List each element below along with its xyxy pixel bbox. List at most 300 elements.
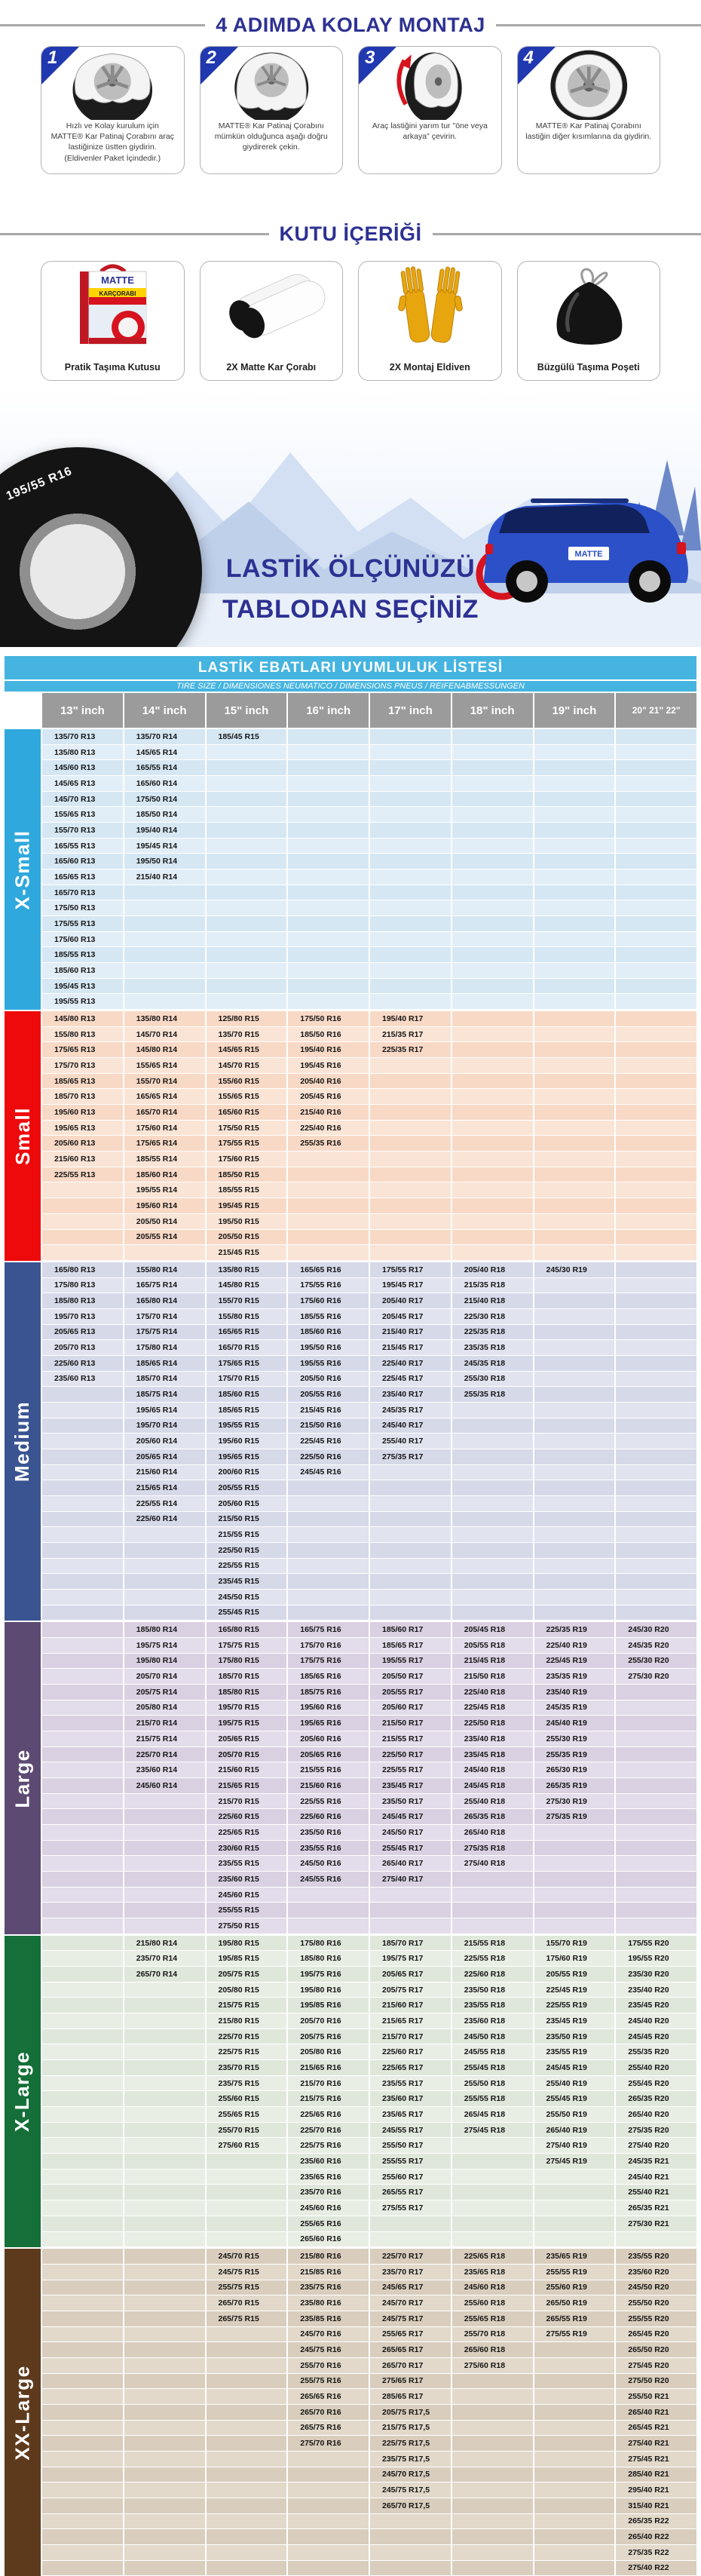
table-row [42,994,696,1010]
size-cell [370,916,452,931]
size-cell [452,2405,534,2420]
size-cell [370,1245,452,1260]
table-row [42,1182,696,1198]
size-cell [616,1121,696,1136]
size-cell [452,900,534,915]
size-cell [452,2421,534,2436]
size-cell: 265/45 R21 [628,2423,669,2433]
size-cell [452,1903,534,1918]
size-cell: 145/70 R14 [124,1027,207,1042]
size-cell [124,1245,207,1260]
size-cell [42,2265,124,2280]
table-row [42,2389,696,2405]
size-cell: 185/45 R15 [207,729,289,744]
size-cell: 175/70 R15 [207,1372,289,1387]
size-cell [370,760,452,775]
size-cell: 175/60 R14 [124,1121,207,1136]
size-cell [534,1480,617,1495]
size-cell [288,1152,370,1167]
box-contents-title: KUTU İÇERİĞİ [279,222,422,245]
size-cell: 185/65 R17 [370,1638,452,1653]
size-cell: 265/35 R18 [452,1809,534,1824]
size-cell: 165/70 R14 [124,1105,207,1120]
size-cell: 195/85 R15 [207,1951,289,1966]
size-cell [124,2389,207,2404]
size-cell [534,2514,617,2529]
size-cell: 265/70 R17 [370,2358,452,2373]
size-cell: 245/45 R20 [628,2032,669,2041]
size-cell [616,979,696,994]
size-cell [452,1590,534,1605]
size-cell [288,1512,370,1527]
table-row [42,2185,696,2200]
size-cell [370,2545,452,2560]
size-cell [370,869,452,885]
size-cell [207,2436,289,2451]
size-cell: 155/65 R14 [124,1058,207,1073]
size-cell [452,745,534,760]
size-cell [452,1089,534,1104]
size-cell [534,1356,617,1371]
table-row [42,2467,696,2483]
size-cell [452,1042,534,1057]
size-cell [42,2389,124,2404]
size-cell [124,2295,207,2311]
size-cell: 205/45 R17 [370,1309,452,1324]
size-cell: 205/75 R16 [288,2029,370,2044]
size-cell [370,994,452,1009]
size-cell: 195/55 R16 [288,1356,370,1371]
size-cell [452,1418,534,1434]
size-cell: 145/65 R14 [124,745,207,760]
table-row [42,1434,696,1449]
size-cell [288,1198,370,1213]
size-cell: 175/70 R13 [42,1058,124,1073]
size-cell [534,2342,617,2357]
svg-text:KARÇORABI: KARÇORABI [99,290,136,297]
table-row [42,760,696,776]
size-cell [534,1042,617,1057]
box-item-card [358,261,502,381]
size-cell: 195/40 R17 [370,1011,452,1026]
size-cell: 215/45 R17 [370,1340,452,1355]
size-cell [207,2514,289,2529]
size-cell: 185/70 R14 [124,1372,207,1387]
size-cell [616,823,696,838]
size-cell [288,947,370,962]
size-cell [370,2216,452,2231]
size-cell [124,2044,207,2059]
size-cell [616,1027,696,1042]
size-cell [42,1182,124,1198]
size-cell [288,869,370,885]
size-cell [616,1856,696,1871]
size-cell: 255/65 R17 [370,2327,452,2342]
size-cell [452,1527,534,1542]
table-row [42,2529,696,2545]
step-number: 3 [365,48,375,68]
size-cell: 175/70 R14 [124,1309,207,1324]
size-cell: 255/50 R19 [534,2107,617,2122]
table-row [42,1762,696,1778]
size-cell [616,1465,696,1480]
size-cell [370,807,452,822]
table-section-small [5,1011,696,1261]
size-cell [42,1936,124,1951]
size-cell: 185/60 R17 [370,1622,452,1637]
size-cell [42,2405,124,2420]
size-cell [452,1121,534,1136]
size-cell [42,1825,124,1840]
size-cell: 205/45 R16 [288,1089,370,1104]
size-cell: 215/70 R17 [370,2029,452,2044]
size-cell [124,1856,207,1871]
table-row [42,1214,696,1230]
size-cell [42,1480,124,1495]
banner-title-line1: LASTİK ÖLÇÜNÜZÜ [225,554,476,583]
size-cell [207,823,289,838]
size-cell: 265/70 R17,5 [370,2498,452,2513]
size-cell [42,2013,124,2029]
table-row [42,1449,696,1465]
table-row [42,1638,696,1654]
size-cell: 275/65 R17 [370,2374,452,2389]
size-cell: 265/40 R20 [628,2109,669,2119]
divider-line [0,24,205,26]
size-cell [288,1559,370,1574]
table-row [42,1888,696,1903]
table-row [42,1559,696,1575]
size-cell [616,1387,696,1402]
size-cell [207,2200,289,2216]
size-cell [452,1011,534,1026]
size-cell: 255/40 R20 [628,2062,669,2072]
size-cell [452,1245,534,1260]
size-cell: 255/65 R16 [288,2216,370,2231]
size-cell: 175/75 R16 [288,1654,370,1669]
size-cell: 225/60 R13 [42,1356,124,1371]
size-cell: 205/70 R15 [207,1747,289,1762]
size-cell: 245/70 R15 [207,2249,289,2264]
size-cell: 235/65 R17 [370,2107,452,2122]
size-cell [124,2123,207,2138]
size-cell: 255/60 R18 [452,2295,534,2311]
size-cell [124,2280,207,2295]
size-cell: 215/55 R16 [288,1762,370,1777]
size-cell [124,1605,207,1621]
size-cell [370,2561,452,2576]
size-cell [207,2185,289,2200]
size-cell [452,1434,534,1449]
size-cell: 195/45 R13 [42,979,124,994]
size-cell: 215/75 R14 [124,1731,207,1746]
size-cell [534,1387,617,1402]
size-cell [534,1230,617,1245]
size-cell [124,2545,207,2560]
table-row [42,1465,696,1481]
size-cell [42,2514,124,2529]
size-cell: 265/65 R16 [288,2389,370,2404]
size-cell [616,1747,696,1762]
size-cell: 205/40 R18 [452,1262,534,1277]
size-cell: 275/30 R20 [628,1672,669,1682]
size-cell [207,869,289,885]
size-cell: 215/60 R17 [370,1998,452,2013]
size-cell [124,1983,207,1998]
size-cell [534,1512,617,1527]
size-cell: 195/55 R14 [124,1182,207,1198]
size-cell: 275/50 R20 [628,2376,669,2386]
size-cell [42,2327,124,2342]
size-cell [452,2389,534,2404]
size-cell [616,1605,696,1621]
size-cell [452,1152,534,1167]
size-cell [288,1527,370,1542]
size-cell: 205/50 R17 [370,1669,452,1684]
size-cell: 245/55 R16 [288,1872,370,1887]
size-cell [370,1152,452,1167]
size-cell: 245/75 R17,5 [370,2482,452,2498]
size-cell [452,2436,534,2451]
table-row [42,2123,696,2139]
size-cell [124,1794,207,1809]
size-cell: 235/40 R18 [452,1731,534,1746]
size-cell [370,1605,452,1621]
size-cell: 215/50 R16 [288,1418,370,1434]
size-cell: 255/40 R21 [628,2188,669,2197]
size-cell [452,2514,534,2529]
size-cell [42,2482,124,2498]
size-cell [616,1903,696,1918]
size-cell: 235/75 R15 [207,2076,289,2091]
size-cell: 205/70 R16 [288,2013,370,2029]
size-cell [288,760,370,775]
size-cell [42,2421,124,2436]
size-cell [534,963,617,978]
size-cell [616,1058,696,1073]
size-cell [207,776,289,791]
size-cell [207,2342,289,2357]
section-label: X-Small [5,729,41,1010]
size-cell: 175/80 R15 [207,1654,289,1669]
size-cell [288,1605,370,1621]
table-row [42,2374,696,2390]
size-cell [534,1543,617,1558]
size-cell [616,1778,696,1793]
size-cell [42,1731,124,1746]
size-cell: 230/60 R15 [207,1841,289,1856]
size-cell [534,776,617,791]
size-cell [42,2467,124,2482]
table-row [42,1903,696,1918]
size-cell [616,792,696,807]
size-cell: 185/70 R15 [207,1669,289,1684]
size-cell: 245/60 R15 [207,1888,289,1903]
size-cell: 185/65 R16 [288,1669,370,1684]
size-cell: 225/75 R15 [207,2044,289,2059]
size-cell [124,1841,207,1856]
size-cell: 275/55 R19 [534,2327,617,2342]
size-cell [452,2170,534,2185]
table-row [42,885,696,901]
size-cell [124,1872,207,1887]
size-cell: 205/55 R14 [124,1230,207,1245]
size-cell [534,2389,617,2404]
size-cell [616,1198,696,1213]
size-cell: 215/60 R15 [207,1762,289,1777]
size-cell: 225/30 R18 [452,1309,534,1324]
size-cell: 215/60 R14 [124,1465,207,1480]
size-cell: 275/60 R18 [452,2358,534,2373]
size-cell [42,1903,124,1918]
size-cell: 255/45 R20 [628,2078,669,2088]
size-cell: 235/40 R19 [534,1685,617,1700]
size-cell: 265/40 R21 [628,2407,669,2417]
size-cell [124,1543,207,1558]
size-cell [616,1449,696,1464]
size-cell: 265/40 R18 [452,1825,534,1840]
size-cell: 205/55 R16 [288,1387,370,1402]
size-cell [534,1340,617,1355]
size-cell: 205/65 R13 [42,1325,124,1340]
size-cell [288,979,370,994]
size-cell [616,807,696,822]
size-cell [616,1527,696,1542]
size-cell [288,776,370,791]
size-cell: 235/65 R16 [288,2170,370,2185]
table-row [42,1042,696,1058]
size-cell [370,1136,452,1151]
size-cell [616,1841,696,1856]
size-cell [534,1590,617,1605]
size-cell: 255/35 R20 [628,2047,669,2057]
size-cell: 235/75 R16 [288,2280,370,2295]
size-cell [534,994,617,1009]
size-cell: 215/80 R16 [288,2249,370,2264]
size-cell [42,1967,124,1982]
size-cell [207,916,289,931]
size-cell [616,1089,696,1104]
size-cell [207,2529,289,2544]
size-cell [616,1543,696,1558]
table-row [42,1951,696,1967]
size-cell [534,916,617,931]
size-cell [534,2232,617,2247]
size-cell: 215/40 R17 [370,1325,452,1340]
size-cell [616,1825,696,1840]
table-row [42,1825,696,1841]
size-cell [42,1543,124,1558]
size-cell: 205/45 R18 [452,1622,534,1637]
table-row [42,1027,696,1043]
size-cell [42,1638,124,1653]
size-cell [534,1903,617,1918]
size-cell: 195/80 R15 [207,1936,289,1951]
size-cell: 255/75 R15 [207,2280,289,2295]
size-cell: 195/45 R14 [124,839,207,854]
size-cell [288,823,370,838]
size-cell: 235/50 R16 [288,1825,370,1840]
size-cell: 225/35 R19 [534,1622,617,1637]
size-cell [452,947,534,962]
size-cell [452,2482,534,2498]
size-cell [42,2374,124,2389]
size-cell [42,1214,124,1229]
size-cell: 175/70 R16 [288,1638,370,1653]
size-cell [452,994,534,1009]
size-cell: 185/80 R15 [207,1685,289,1700]
size-cell: 235/45 R17 [370,1778,452,1793]
size-cell: 185/55 R14 [124,1152,207,1167]
size-cell: 235/70 R15 [207,2060,289,2075]
size-cell [42,2436,124,2451]
size-cell [207,885,289,900]
size-cell: 255/50 R21 [628,2392,669,2402]
size-cell [616,1245,696,1260]
size-cell [616,900,696,915]
size-cell: 195/65 R16 [288,1716,370,1731]
size-cell: 255/55 R18 [452,2091,534,2106]
size-cell [42,1685,124,1700]
size-cell: 195/65 R13 [42,1121,124,1136]
size-cell [124,2452,207,2467]
size-cell [534,2545,617,2560]
size-cell [534,1888,617,1903]
size-cell [616,1105,696,1120]
size-cell: 155/80 R13 [42,1027,124,1042]
table-row [42,2044,696,2060]
size-cell: 245/65 R17 [370,2280,452,2295]
table-row [42,2200,696,2216]
size-cell: 265/60 R16 [288,2232,370,2247]
size-cell [42,2311,124,2326]
table-row [42,1967,696,1983]
size-cell [370,1198,452,1213]
size-cell [534,1278,617,1293]
size-cell [207,900,289,915]
size-cell [288,1918,370,1934]
column-header: 14" inch [124,693,207,728]
size-cell: 245/40 R17 [370,1418,452,1434]
size-cell: 205/75 R14 [124,1685,207,1700]
size-cell: 155/80 R15 [207,1309,289,1324]
size-cell [370,1058,452,1073]
size-cell: 225/50 R17 [370,1747,452,1762]
size-cell: 215/70 R14 [124,1716,207,1731]
size-cell [370,792,452,807]
size-cell: 145/70 R15 [207,1058,289,1073]
table-row [42,807,696,823]
size-cell: 215/60 R16 [288,1778,370,1793]
size-cell [42,1983,124,1998]
size-cell: 235/65 R19 [534,2249,617,2264]
size-cell [452,807,534,822]
size-cell: 200/60 R15 [207,1465,289,1480]
size-cell: 195/55 R13 [42,994,124,1009]
size-cell: 205/75 R15 [207,1967,289,1982]
size-cell: 215/65 R16 [288,2060,370,2075]
size-cell [124,1809,207,1824]
size-cell: 225/55 R19 [534,1998,617,2013]
size-cell: 255/40 R18 [452,1794,534,1809]
size-cell [370,1074,452,1089]
table-row [42,1605,696,1621]
size-cell: 175/65 R15 [207,1356,289,1371]
size-cell: 175/60 R13 [42,932,124,947]
size-cell: 255/55 R20 [628,2314,669,2323]
table-row [42,932,696,948]
size-cell: 235/50 R18 [452,1983,534,1998]
